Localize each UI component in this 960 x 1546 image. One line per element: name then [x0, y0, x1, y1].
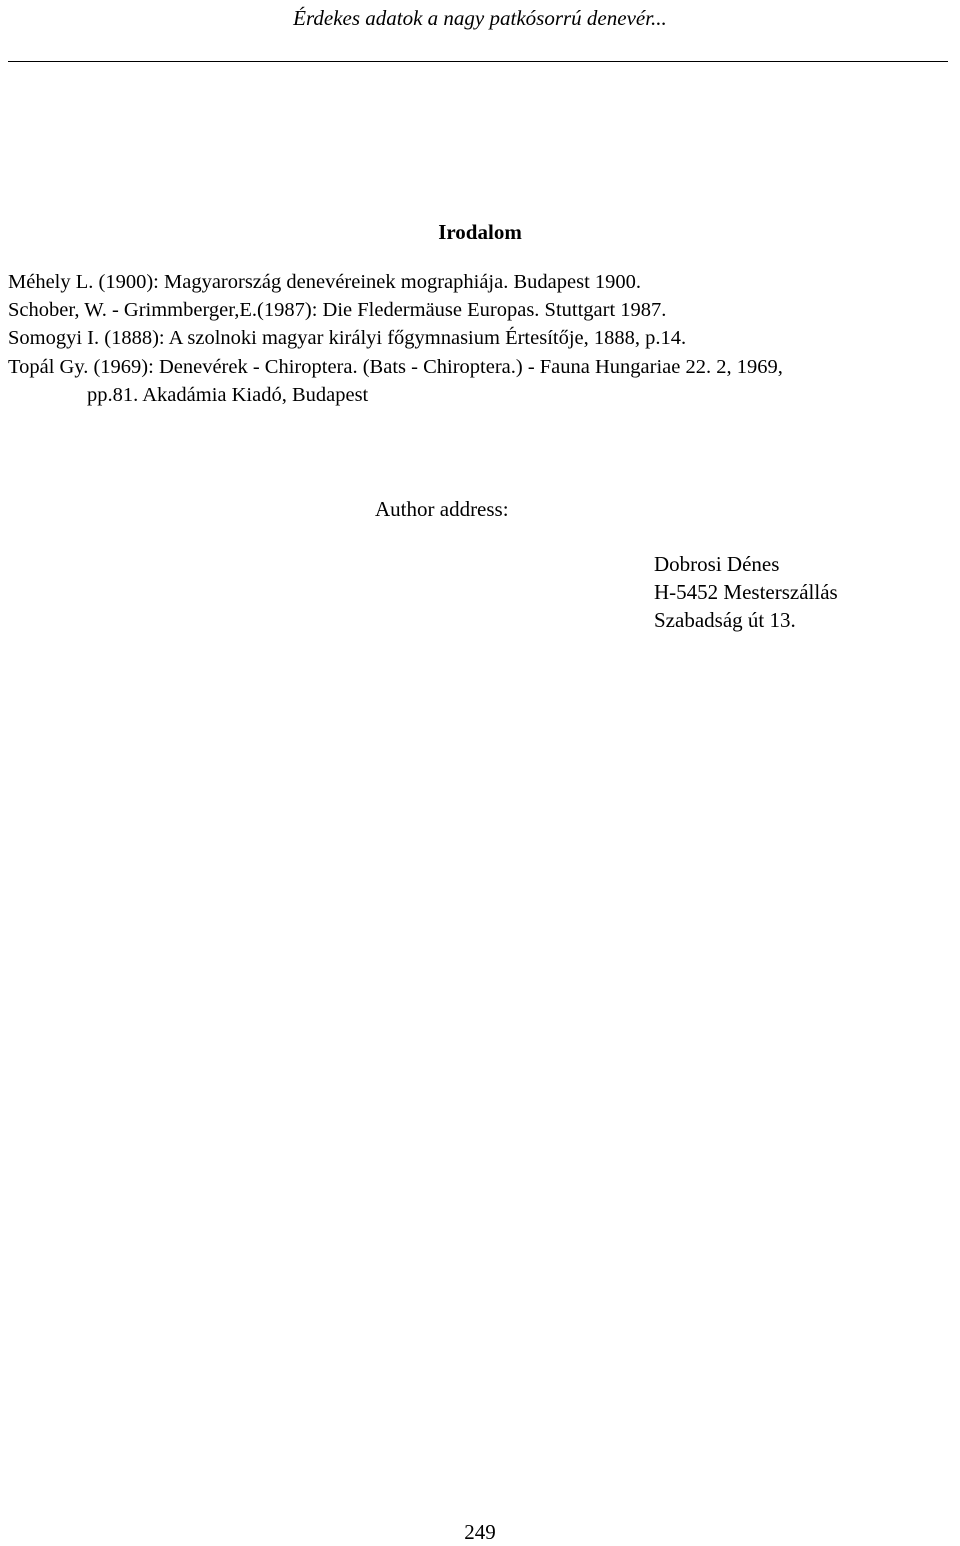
author-address	[654, 550, 838, 634]
author-address-label: Author address:	[375, 497, 509, 521]
reference-item	[8, 353, 954, 409]
reference-text: Topál Gy. (1969): Denevérek - Chiroptera. (Bats - Chiroptera.) - Fauna Hungariae 22. 2, 1969,	[8, 355, 783, 378]
reference-item: Somogyi I. (1888): A szolnoki magyar királyi főgymnasium Értesítője, 1888, p.14.	[8, 327, 687, 350]
author-name: Dobrosi Dénes	[654, 552, 780, 576]
reference-item: Schober, W. - Grimmberger,E.(1987): Die Fledermäuse Europas. Stuttgart 1987.	[8, 299, 667, 322]
header-rule	[8, 61, 948, 62]
reference-continuation: pp.81. Akadámia Kiadó, Budapest	[87, 383, 369, 406]
author-street: H-5452 Mesterszállás	[654, 580, 838, 604]
section-title: Irodalom	[438, 220, 522, 244]
reference-list	[8, 268, 954, 409]
reference-item: Méhely L. (1900): Magyarország denevéreinek mographiája. Budapest 1900.	[8, 271, 642, 293]
author-city: Szabadság út 13.	[654, 608, 796, 632]
page-number: 249	[464, 1520, 496, 1544]
running-header: Érdekes adatok a nagy patkósorrú denevér...	[293, 6, 667, 30]
